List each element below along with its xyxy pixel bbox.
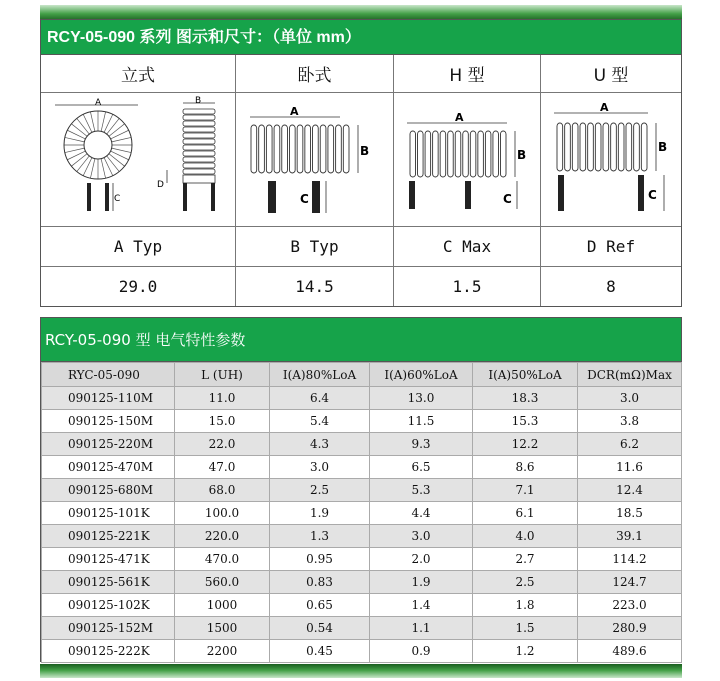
- dim-letter-b: B: [195, 95, 202, 106]
- table-cell: 11.5: [370, 410, 473, 433]
- table-cell: 68.0: [175, 479, 270, 502]
- dim-value-a: 29.0: [41, 267, 236, 306]
- dim-letter-a: A: [599, 100, 609, 114]
- table-cell: 124.7: [578, 571, 682, 594]
- dim-letter-b: B: [517, 147, 527, 162]
- table-cell: 1500: [175, 617, 270, 640]
- table-cell: 223.0: [578, 594, 682, 617]
- column-header: I(A)80%LoA: [270, 363, 370, 387]
- drawing-h-type-cell: [394, 93, 541, 227]
- table-cell: 1.4: [370, 594, 473, 617]
- dim-letter-c: C: [647, 187, 657, 202]
- col-title-u-type: U 型: [541, 55, 681, 93]
- electrical-header: RCY-05-090 型 电气特性参数: [41, 318, 681, 362]
- dim-letter-a: A: [289, 104, 299, 118]
- table-cell: 090125-150M: [42, 410, 175, 433]
- table-row: [42, 502, 682, 525]
- col-title-vertical: 立式: [41, 55, 236, 93]
- h-type-inductor-drawing: [397, 95, 537, 225]
- table-cell: 1.2: [473, 640, 578, 663]
- dim-letter-a: A: [455, 110, 464, 124]
- table-cell: 2.5: [270, 479, 370, 502]
- table-cell: 0.45: [270, 640, 370, 663]
- table-cell: 47.0: [175, 456, 270, 479]
- table-row: [42, 594, 682, 617]
- table-row: [42, 479, 682, 502]
- table-row: [42, 571, 682, 594]
- dim-value-d: 8: [606, 277, 616, 296]
- dim-letter-d: D: [157, 179, 164, 190]
- dim-label-c: C Max: [394, 227, 541, 267]
- table-cell: 15.0: [175, 410, 270, 433]
- table-cell: 0.95: [270, 548, 370, 571]
- table-cell: 1.5: [473, 617, 578, 640]
- table-cell: 090125-470M: [42, 456, 175, 479]
- table-cell: 489.6: [578, 640, 682, 663]
- table-cell: 470.0: [175, 548, 270, 571]
- table-cell: 11.0: [175, 387, 270, 410]
- table-cell: 1.1: [370, 617, 473, 640]
- table-header-row: [42, 363, 682, 387]
- table-cell: 3.8: [578, 410, 682, 433]
- column-header: I(A)60%LoA: [370, 363, 473, 387]
- electrical-panel: [40, 317, 682, 662]
- table-row: [42, 640, 682, 663]
- table-cell: 100.0: [175, 502, 270, 525]
- table-row: [42, 433, 682, 456]
- table-cell: 15.3: [473, 410, 578, 433]
- column-header: RYC-05-090: [42, 363, 175, 387]
- table-cell: 0.65: [270, 594, 370, 617]
- table-cell: 4.0: [473, 525, 578, 548]
- table-row: [42, 456, 682, 479]
- table-cell: 090125-152M: [42, 617, 175, 640]
- dim-label-a: A Typ: [41, 227, 236, 267]
- u-type-inductor-drawing: [544, 95, 679, 225]
- table-cell: 560.0: [175, 571, 270, 594]
- table-cell: 22.0: [175, 433, 270, 456]
- dimensions-header: RCY-05-090 系列 图示和尺寸：（单位 mm）: [41, 20, 681, 55]
- table-row: [42, 525, 682, 548]
- table-cell: 2.5: [473, 571, 578, 594]
- dim-label-b: B Typ: [236, 227, 394, 267]
- column-header: L (UH): [175, 363, 270, 387]
- table-cell: 6.4: [270, 387, 370, 410]
- table-row: [42, 410, 682, 433]
- vertical-inductor-drawing: [43, 95, 233, 225]
- table-cell: 090125-561K: [42, 571, 175, 594]
- table-cell: 6.5: [370, 456, 473, 479]
- column-header: DCR(mΩ)Max: [578, 363, 682, 387]
- table-cell: 8.6: [473, 456, 578, 479]
- bottom-accent-bar: [40, 664, 682, 678]
- table-cell: 18.5: [578, 502, 682, 525]
- table-cell: 0.83: [270, 571, 370, 594]
- table-cell: 2.0: [370, 548, 473, 571]
- dim-letter-c: C: [114, 193, 121, 204]
- table-row: [42, 617, 682, 640]
- table-cell: 090125-220M: [42, 433, 175, 456]
- table-cell: 1.9: [370, 571, 473, 594]
- table-cell: 39.1: [578, 525, 682, 548]
- table-cell: 18.3: [473, 387, 578, 410]
- table-cell: 11.6: [578, 456, 682, 479]
- table-cell: 13.0: [370, 387, 473, 410]
- table-cell: 12.4: [578, 479, 682, 502]
- table-cell: 090125-471K: [42, 548, 175, 571]
- dim-label-d: D Ref: [541, 227, 681, 267]
- table-cell: 090125-221K: [42, 525, 175, 548]
- drawing-u-type-cell: [541, 93, 681, 227]
- table-cell: 4.3: [270, 433, 370, 456]
- col-title-h-type: H 型: [394, 55, 541, 93]
- table-cell: 1.8: [473, 594, 578, 617]
- drawing-vertical-cell: [41, 93, 236, 227]
- table-cell: 114.2: [578, 548, 682, 571]
- column-header: I(A)50%LoA: [473, 363, 578, 387]
- table-cell: 12.2: [473, 433, 578, 456]
- table-cell: 090125-110M: [42, 387, 175, 410]
- dimensions-panel: [40, 19, 682, 307]
- dim-value-b: 14.5: [236, 267, 394, 306]
- table-cell: 3.0: [370, 525, 473, 548]
- table-row: [42, 548, 682, 571]
- table-cell: 6.1: [473, 502, 578, 525]
- table-cell: 1.3: [270, 525, 370, 548]
- dim-letter-c: C: [299, 191, 309, 206]
- col-title-horizontal: 卧式: [236, 55, 394, 93]
- table-cell: 7.1: [473, 479, 578, 502]
- table-cell: 6.2: [578, 433, 682, 456]
- dim-value-c: 1.5: [394, 267, 541, 306]
- drawing-horizontal-cell: [236, 93, 394, 227]
- table-cell: 1000: [175, 594, 270, 617]
- table-cell: 280.9: [578, 617, 682, 640]
- horizontal-inductor-drawing: [240, 95, 390, 225]
- table-cell: 2.7: [473, 548, 578, 571]
- electrical-table: [41, 362, 682, 663]
- dim-letter-c: C: [503, 191, 512, 206]
- table-cell: 5.3: [370, 479, 473, 502]
- dimensions-grid: [41, 55, 681, 306]
- table-cell: 090125-222K: [42, 640, 175, 663]
- table-cell: 090125-680M: [42, 479, 175, 502]
- table-cell: 3.0: [578, 387, 682, 410]
- table-cell: 090125-101K: [42, 502, 175, 525]
- table-cell: 220.0: [175, 525, 270, 548]
- table-cell: 4.4: [370, 502, 473, 525]
- dim-letter-b: B: [657, 139, 667, 154]
- table-cell: 5.4: [270, 410, 370, 433]
- table-cell: 1.9: [270, 502, 370, 525]
- dim-letter-a: A: [95, 97, 102, 108]
- table-row: [42, 387, 682, 410]
- table-cell: 090125-102K: [42, 594, 175, 617]
- table-cell: 2200: [175, 640, 270, 663]
- table-cell: 0.54: [270, 617, 370, 640]
- dim-letter-b: B: [359, 143, 369, 158]
- table-cell: 3.0: [270, 456, 370, 479]
- table-cell: 0.9: [370, 640, 473, 663]
- table-cell: 9.3: [370, 433, 473, 456]
